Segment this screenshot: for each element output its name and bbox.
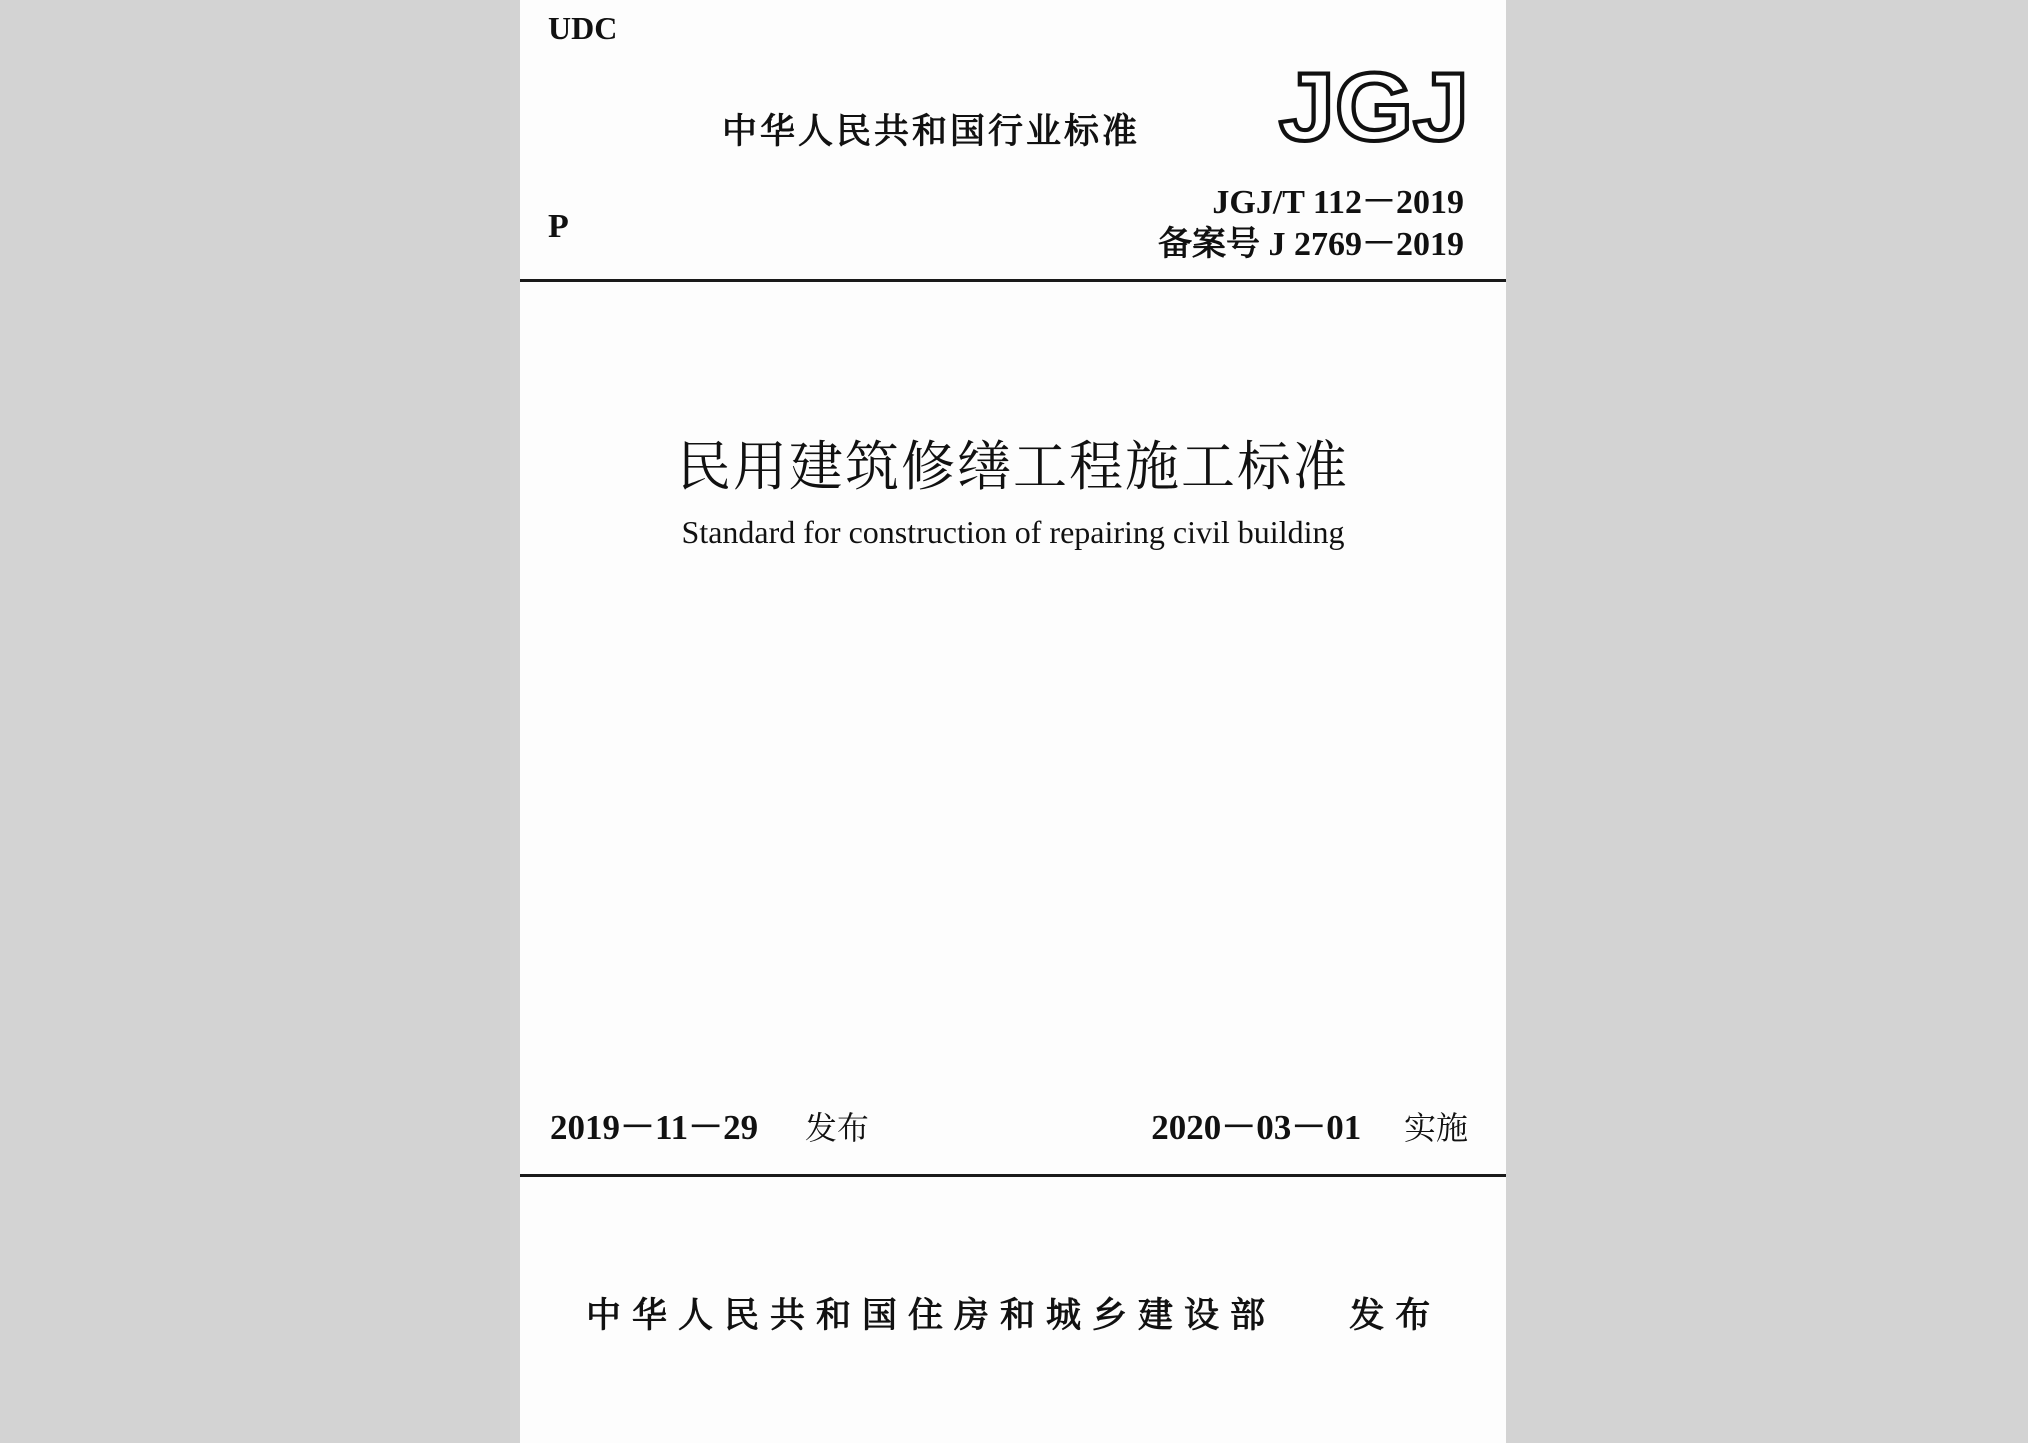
udc-label: UDC	[548, 10, 618, 46]
record-number: 备案号 J 2769－2019	[1158, 226, 1464, 263]
effective-date: 2020－03－01	[1151, 1108, 1362, 1147]
issue-date: 2019－11－29	[550, 1108, 759, 1147]
top-divider	[520, 279, 1506, 282]
english-title: Standard for construction of repairing civil building	[681, 514, 1345, 550]
effective-date-group	[1151, 1100, 1468, 1150]
jgj-logo-icon	[1276, 50, 1472, 161]
chinese-title: 民用建筑修缮工程施工标准	[677, 437, 1349, 497]
jgj-logo	[1276, 50, 1472, 161]
industry-standard-heading: 中华人民共和国行业标准	[722, 112, 1141, 152]
effective-label: 实施	[1403, 1109, 1468, 1147]
publisher-group	[586, 1288, 1441, 1338]
standard-number: JGJ/T 112－2019	[1212, 184, 1464, 221]
bottom-divider	[520, 1174, 1506, 1177]
svg-text:JGJ: JGJ	[1279, 52, 1469, 161]
issue-date-group	[550, 1100, 869, 1150]
publisher-label: 发布	[1349, 1296, 1442, 1336]
issue-label: 发布	[804, 1109, 869, 1147]
standard-cover-page	[520, 0, 1506, 1443]
category-label: P	[548, 208, 569, 245]
publisher-name: 中华人民共和国住房和城乡建设部	[586, 1296, 1277, 1336]
